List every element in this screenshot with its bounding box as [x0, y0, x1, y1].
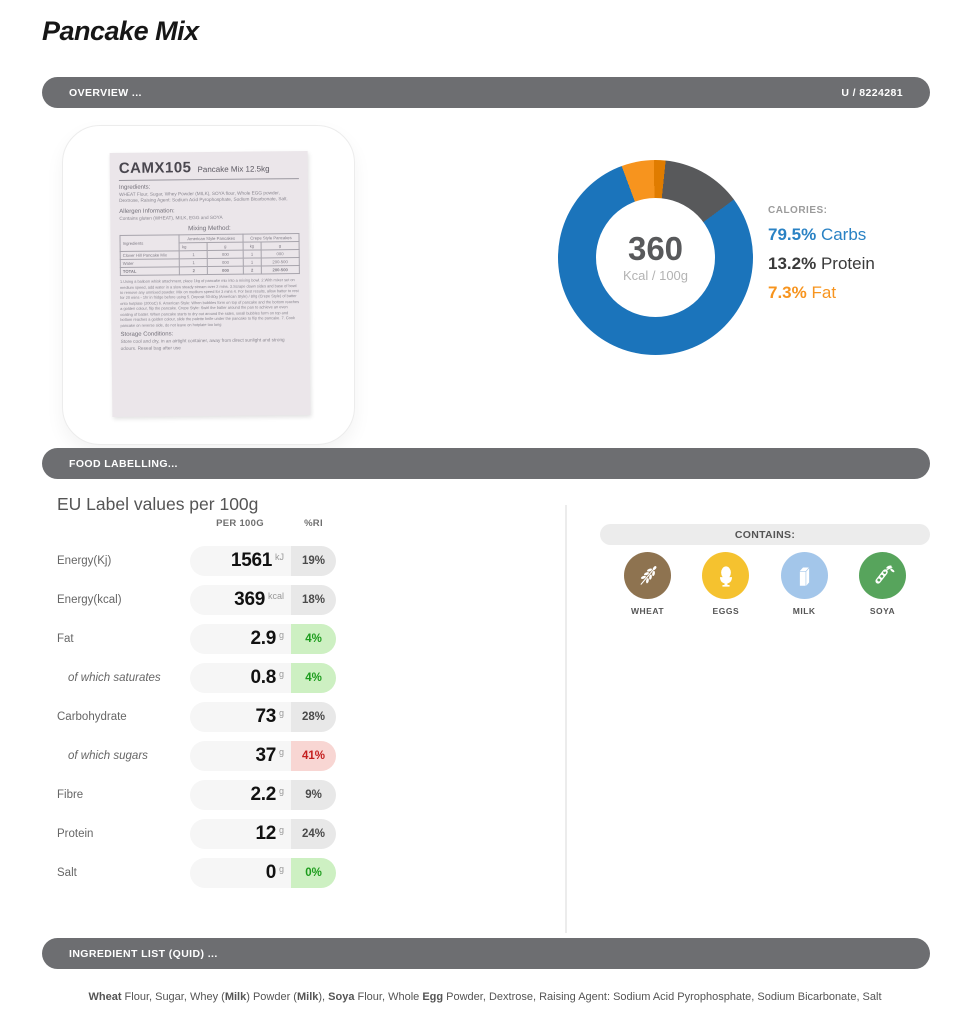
allergen-eggs [702, 552, 749, 616]
nutrient-label: Carbohydrate [57, 711, 127, 723]
nutrition-heading: EU Label values per 100g [57, 494, 259, 514]
label-product-name: Pancake Mix 12.5kg [197, 164, 270, 175]
calories-value: 360 [627, 230, 684, 267]
label-product-code: CAMX105 [118, 159, 192, 177]
value-pill: 12 g 24% [190, 819, 336, 849]
ri-badge: 4% [291, 663, 336, 693]
legend-title: CALORIES: [768, 205, 828, 216]
nutrient-label: Protein [57, 828, 94, 840]
overview-section-header[interactable] [42, 77, 930, 108]
legend-protein: 13.2% Protein [768, 254, 875, 273]
nutrition-row-energy-kj [57, 546, 336, 576]
page-title: Pancake Mix [42, 16, 199, 46]
wheat-icon [624, 552, 671, 599]
ingredient-list-text: Wheat Flour, Sugar, Whey (Milk) Powder (Milk), Soya Flour, Whole Egg Powder, Dextrose, Raising Agent: Sodium Acid Pyrophosphate, Sodium Bicarbonate, Salt [88, 991, 882, 1003]
ri-badge: 41% [291, 741, 336, 771]
calories-donut-chart [558, 160, 753, 355]
ri-badge: 18% [291, 585, 336, 615]
label-allergen-heading: Allergen Information: [119, 208, 175, 215]
value-pill: 1561 kJ 19% [190, 546, 336, 576]
ri-badge: 9% [291, 780, 336, 810]
value-pill: 2.2 g 9% [190, 780, 336, 810]
overview-section-label: OVERVIEW ... [69, 86, 142, 99]
food-labelling-section-label: FOOD LABELLING... [69, 457, 178, 470]
contains-header: CONTAINS: [600, 524, 930, 545]
nutrient-label: Salt [57, 867, 77, 879]
legend-carbs: 79.5% Carbs [768, 225, 867, 244]
allergen-label: SOYA [869, 606, 896, 616]
label-ingredients-text: WHEAT Flour, Sugar, Whey Powder (MILK), SOYA flour, Whole EGG powder, Dextrose, Raising Agent: Sodium Acid Pyrophosphate, Sodium Bicarbonate, Salt. [119, 190, 288, 204]
nutrition-row-carbohydrate [57, 702, 336, 732]
legend-fat: 7.3% Fat [768, 283, 837, 302]
nutrition-row-saturates [57, 663, 336, 693]
allergen-wheat [624, 552, 671, 616]
value-pill: 2.9 g 4% [190, 624, 336, 654]
donut-center [596, 198, 715, 317]
value-pill: 0 g 0% [190, 858, 336, 888]
nutrient-label: Fat [57, 633, 74, 645]
label-instructions: 1.Using a balloon whisk attachment, place 1kg of pancake mix into a mixing bowl. 2.With mixer set on medium speed, add water in a slow steady stream over 2 mins. 3.Scrape down sides and base of bowl to remove any unmixed powder. Mix on medium speed for 3 mins 4. For best results, allow batter to rest for 20 mins - 1hr in fridge before using 5. Deposit 50-80g (American Style) / 80g (Crepe Style) of batter onto hotplate (200oC) 6. American Style: When bubbles form on top of pancake and the bottom reaches a golden colour, flip the pancake. Crepe Style: Swirl the batter around the pan to achieve an even coating of batter. When pancake starts to dry out around the sides, small bubbles form on top and bottom reaches a golden colour, slide the palette knife under the pancake to flip the pancake. 7. Cook pancake on reverse side, do not leave on hotplate too long [119, 277, 300, 328]
label-allergen-text: Contains gluten (WHEAT), MILK, EGG and SOYA [119, 214, 223, 221]
nutrition-row-sugars [57, 741, 336, 771]
column-header-per100g: PER 100G [216, 518, 264, 529]
nutrient-label: Energy(kcal) [57, 594, 122, 606]
label-storage-heading: Storage Conditions: [120, 331, 174, 339]
table-row: Clover Hill Pancake Mix 1 000 1 000 [120, 250, 299, 260]
nutrient-label: of which saturates [68, 672, 161, 684]
label-storage-text: Store cool and dry, in an airtight container, away from direct sunlight and strong odours. Reseal bag after use [120, 337, 285, 351]
milk-carton-icon [781, 552, 828, 599]
nutrient-label: Energy(Kj) [57, 555, 112, 567]
ri-badge: 19% [291, 546, 336, 576]
nutrition-row-fibre [57, 780, 336, 810]
value-pill: 369 kcal 18% [190, 585, 336, 615]
table-row: Water 1 000 1 200-500 [120, 258, 299, 268]
nutrition-row-protein [57, 819, 336, 849]
product-code-badge: U / 8224281 [841, 86, 903, 99]
calories-unit: Kcal / 100g [622, 268, 689, 283]
ri-badge: 0% [291, 858, 336, 888]
value-pill: 0.8 g 4% [190, 663, 336, 693]
ri-badge: 28% [291, 702, 336, 732]
allergen-label: WHEAT [630, 606, 665, 616]
soya-pod-icon [859, 552, 906, 599]
ri-badge: 24% [291, 819, 336, 849]
product-label-card [62, 125, 355, 445]
table-row-total: TOTAL 2 000 2 200-500 [120, 266, 299, 276]
allergen-label: EGGS [712, 606, 740, 616]
value-pill: 37 g 41% [190, 741, 336, 771]
ri-badge: 4% [291, 624, 336, 654]
ingredient-list-section-header[interactable] [42, 938, 930, 969]
nutrient-label: of which sugars [68, 750, 148, 762]
nutrition-row-salt [57, 858, 336, 888]
nutrition-row-fat [57, 624, 336, 654]
column-header-ri: %RI [304, 518, 323, 529]
nutrition-row-energy-kcal [57, 585, 336, 615]
food-labelling-section-header[interactable] [42, 448, 930, 479]
allergen-milk [781, 552, 828, 616]
value-pill: 73 g 28% [190, 702, 336, 732]
calories-legend [768, 205, 875, 312]
nutrient-label: Fibre [57, 789, 84, 801]
label-mixing-heading: Mixing Method: [188, 224, 231, 233]
product-label-photo [110, 151, 311, 417]
allergen-icons-row [600, 552, 930, 616]
allergen-label: MILK [792, 606, 816, 616]
allergen-soya [859, 552, 906, 616]
ingredient-list-section-label: INGREDIENT LIST (QUID) ... [69, 947, 218, 960]
label-ingredients-heading: Ingredients: [118, 184, 151, 191]
mixing-method-table: Ingredients American Style Pancakes Crepe Style Pancakes kg g kg g Clover Hill Pancake Mix 1 000 1 000 Water 1 000 1 200-500 TOTAL 2 000 2 200-500 [119, 233, 299, 276]
vertical-divider [565, 505, 567, 933]
egg-icon [702, 552, 749, 599]
